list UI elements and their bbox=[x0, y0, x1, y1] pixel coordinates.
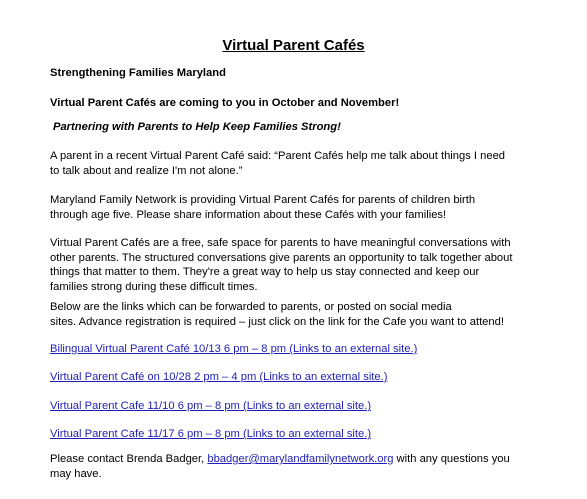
contact-line-1 bbox=[50, 451, 510, 467]
contact-suffix: with any questions you bbox=[393, 453, 510, 465]
links-intro-line-1: Below are the links which can be forwarded to parents, or posted on social media bbox=[50, 301, 452, 313]
link-item bbox=[50, 369, 387, 385]
network-line-1: Maryland Family Network is providing Virtual Parent Cafés for parents of children birth bbox=[50, 194, 476, 206]
tagline: Partnering with Parents to Help Keep Families Strong! bbox=[53, 121, 341, 133]
link-item bbox=[50, 398, 371, 414]
link-cafe-11-17[interactable]: Virtual Parent Cafe 11/17 6 pm – 8 pm (Links to an external site.) bbox=[50, 428, 372, 440]
network-line-2: through age five. Please share information about these Cafés with your families! bbox=[50, 209, 447, 221]
about-line-3: things that matter to them. They're a great way to help us stay connected and keep our bbox=[50, 266, 480, 278]
org-heading: Strengthening Families Maryland bbox=[50, 67, 226, 79]
page-title: Virtual Parent Cafés bbox=[222, 37, 365, 54]
link-item bbox=[50, 341, 417, 357]
link-cafe-10-28[interactable]: Virtual Parent Café on 10/28 2 pm – 4 pm (Links to an external site.) bbox=[50, 371, 388, 383]
links-intro-line-2: sites. Advance registration is required – just click on the link for the Cafe you want to attend! bbox=[50, 316, 504, 328]
contact-email-link[interactable]: bbadger@marylandfamilynetwork.org bbox=[207, 453, 394, 465]
contact-line-2: may have. bbox=[50, 468, 102, 480]
quote-line-1: A parent in a recent Virtual Parent Café said: “Parent Cafés help me talk about things I need bbox=[50, 150, 506, 162]
about-line-2: other parents. The structured conversations give parents an opportunity to talk together about bbox=[50, 252, 513, 264]
link-bilingual-cafe-10-13[interactable]: Bilingual Virtual Parent Café 10/13 6 pm – 8 pm (Links to an external site.) bbox=[50, 343, 418, 355]
link-item bbox=[50, 426, 371, 442]
about-line-4: families strong during these difficult times. bbox=[50, 281, 258, 293]
announcement-heading: Virtual Parent Cafés are coming to you in October and November! bbox=[50, 97, 400, 109]
link-cafe-11-10[interactable]: Virtual Parent Cafe 11/10 6 pm – 8 pm (Links to an external site.) bbox=[50, 400, 372, 412]
contact-prefix: Please contact Brenda Badger, bbox=[50, 453, 208, 465]
about-line-1: Virtual Parent Cafés are a free, safe space for parents to have meaningful conversations with bbox=[50, 237, 511, 249]
quote-line-2: to talk about and realize I'm not alone.” bbox=[50, 165, 243, 177]
